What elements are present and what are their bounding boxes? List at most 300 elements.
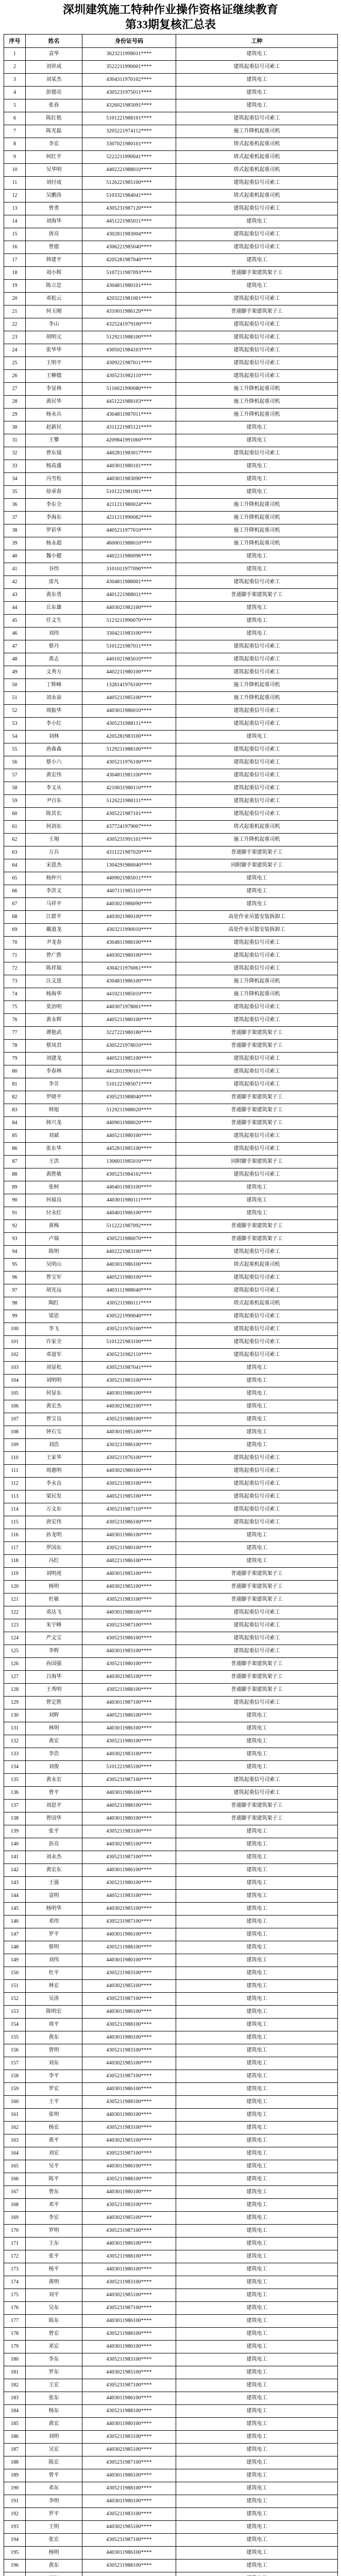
cell-trade: 施工升降机起重司机 xyxy=(176,834,338,846)
cell-name: 吴东 xyxy=(26,2302,82,2315)
cell-id: 4377241979007**** xyxy=(82,821,176,834)
header-id: 身份证号码 xyxy=(82,35,176,48)
table-row xyxy=(4,1761,338,1774)
cell-id: 4211211980024**** xyxy=(82,499,176,512)
cell-no: 87 xyxy=(4,1156,26,1168)
table-row xyxy=(4,1027,338,1040)
cell-name: 邓伟 xyxy=(26,1916,82,1928)
cell-trade: 建筑起重信号司索工 xyxy=(176,1078,338,1091)
cell-name: 莫治明 xyxy=(26,1001,82,1014)
table-row xyxy=(4,1916,338,1928)
cell-trade: 建筑起重信号司索工 xyxy=(176,1168,338,1181)
cell-id: 4305231987100**** xyxy=(82,1774,176,1787)
cell-trade: 建筑起重信号司索工 xyxy=(176,718,338,731)
cell-name: 江群平 xyxy=(26,911,82,924)
cell-trade: 塔式起重机起重司机 xyxy=(176,190,338,202)
table-row xyxy=(4,2405,338,2418)
table-row xyxy=(4,1568,338,1581)
table-row xyxy=(4,1207,338,1220)
cell-id: 4325241979100**** xyxy=(82,318,176,331)
cell-name: 唐森森 xyxy=(26,743,82,756)
table-row xyxy=(4,628,338,640)
cell-no: 48 xyxy=(4,653,26,666)
cell-trade: 建筑起重信号司索工 xyxy=(176,666,338,679)
cell-name: 邓东 xyxy=(26,2482,82,2495)
cell-id: 5123211990070**** xyxy=(82,615,176,628)
cell-no: 73 xyxy=(4,975,26,988)
cell-name: 张平 xyxy=(26,1825,82,1838)
cell-id: 4403011986100**** xyxy=(82,1864,176,1877)
cell-trade: 建筑电工 xyxy=(176,1954,338,1967)
table-row xyxy=(4,512,338,524)
cell-name: 万兵 xyxy=(26,846,82,859)
cell-no: 92 xyxy=(4,1220,26,1233)
cell-trade: 建筑电工 xyxy=(176,1542,338,1555)
cell-id: 4402811983017**** xyxy=(82,447,176,460)
cell-trade: 建筑电工 xyxy=(176,74,338,87)
cell-name: 王东 xyxy=(26,2238,82,2250)
cell-id: 4310011986120**** xyxy=(82,306,176,318)
cell-no: 136 xyxy=(4,1787,26,1800)
table-row xyxy=(4,1993,338,2006)
cell-trade: 建筑起重信号司索工 xyxy=(176,1310,338,1323)
table-row xyxy=(4,1336,338,1349)
cell-name: 刘俊 xyxy=(26,1761,82,1774)
cell-trade: 建筑起重信号司索工 xyxy=(176,202,338,215)
cell-trade: 塔式起重机起重司机 xyxy=(176,1259,338,1272)
cell-id: 4305211983100**** xyxy=(82,2122,176,2134)
cell-no: 144 xyxy=(4,1890,26,1903)
cell-trade: 塔式起重机起重司机 xyxy=(176,164,338,177)
cell-trade: 塔式起重机起重司机 xyxy=(176,821,338,834)
cell-name: 何剑东 xyxy=(26,821,82,834)
cell-trade: 建筑电工 xyxy=(176,2070,338,2083)
cell-no: 98 xyxy=(4,1297,26,1310)
cell-name: 罗平 xyxy=(26,2508,82,2521)
cell-id: 4305211988100**** xyxy=(82,2019,176,2031)
cell-name: 罗彩华 xyxy=(26,524,82,537)
cell-no: 59 xyxy=(4,795,26,808)
cell-name: 韩旭 xyxy=(26,1104,82,1117)
cell-name: 张春 xyxy=(26,99,82,112)
cell-no: 47 xyxy=(4,640,26,653)
table-row xyxy=(4,1735,338,1748)
table-row xyxy=(4,2057,338,2070)
table-row xyxy=(4,1516,338,1529)
cell-name: 李宏 xyxy=(26,2212,82,2225)
cell-trade: 建筑电工 xyxy=(176,2096,338,2109)
cell-trade: 普通脚手架建筑架子工 xyxy=(176,267,338,280)
cell-name: 李春林 xyxy=(26,1065,82,1078)
cell-id: 4405211980100**** xyxy=(82,1014,176,1027)
cell-name: 孙国强 xyxy=(26,1658,82,1671)
cell-name: 杨永兵 xyxy=(26,409,82,421)
cell-id: 4305231987100**** xyxy=(82,2302,176,2315)
cell-trade: 普通脚手架建筑架子工 xyxy=(176,589,338,602)
cell-trade: 建筑电工 xyxy=(176,1722,338,1735)
cell-id: 3205221974112**** xyxy=(82,125,176,138)
cell-name: 黄东勇 xyxy=(26,589,82,602)
cell-id: 4305211980100**** xyxy=(82,1877,176,1890)
table-row xyxy=(4,975,338,988)
cell-id: 4403021986090**** xyxy=(82,898,176,911)
cell-no: 186 xyxy=(4,2431,26,2444)
cell-id: 4305211983100**** xyxy=(82,2044,176,2057)
cell-name: 丁辉峰 xyxy=(26,679,82,692)
cell-trade: 建筑起重信号司索工 xyxy=(176,1516,338,1529)
table-row xyxy=(4,460,338,473)
cell-no: 70 xyxy=(4,937,26,950)
table-row xyxy=(4,1722,338,1735)
cell-no: 64 xyxy=(4,859,26,872)
cell-trade: 建筑起重信号司索工 xyxy=(176,1697,338,1709)
table-row xyxy=(4,1941,338,1954)
cell-no: 18 xyxy=(4,267,26,280)
cell-name: 刘辉 xyxy=(26,1709,82,1722)
cell-id: 4305231982110**** xyxy=(82,1349,176,1362)
cell-id: 4305221987101**** xyxy=(82,808,176,821)
cell-no: 84 xyxy=(4,1117,26,1130)
cell-name: 邓达飞 xyxy=(26,1606,82,1619)
cell-id: 5103321984041**** xyxy=(82,190,176,202)
cell-id: 4305231991101**** xyxy=(82,834,176,846)
cell-name: 林明 xyxy=(26,1722,82,1735)
cell-trade: 建筑电工 xyxy=(176,254,338,267)
cell-name: 刘世成 xyxy=(26,61,82,74)
cell-trade: 建筑电工 xyxy=(176,2019,338,2031)
cell-trade: 建筑起重信号司索工 xyxy=(176,1774,338,1787)
cell-no: 16 xyxy=(4,241,26,254)
cell-name: 吴明山 xyxy=(26,1259,82,1272)
cell-no: 143 xyxy=(4,1877,26,1890)
cell-trade: 普通脚手架建筑架子工 xyxy=(176,1117,338,1130)
cell-id: 4403011980100**** xyxy=(82,1812,176,1825)
cell-no: 31 xyxy=(4,434,26,447)
cell-trade: 施工升降机起重司机 xyxy=(176,975,338,988)
cell-no: 114 xyxy=(4,1503,26,1516)
cell-trade: 建筑起重信号司索工 xyxy=(176,1645,338,1658)
cell-trade: 建筑起重信号司索工 xyxy=(176,962,338,975)
cell-name: 王家华 xyxy=(26,1452,82,1465)
cell-no: 156 xyxy=(4,2044,26,2057)
cell-id: 5129211988100**** xyxy=(82,743,176,756)
cell-name: 杜平 xyxy=(26,1967,82,1980)
cell-id: 4403011986100**** xyxy=(82,2392,176,2405)
cell-no: 174 xyxy=(4,2276,26,2289)
cell-trade: 建筑起重信号司索工 xyxy=(176,61,338,74)
cell-name: 刘海华 xyxy=(26,215,82,228)
cell-no: 90 xyxy=(4,1194,26,1207)
cell-id: 4403011980101**** xyxy=(82,460,176,473)
table-row xyxy=(4,2508,338,2521)
cell-trade: 普通脚手架建筑架子工 xyxy=(176,1104,338,1117)
cell-trade: 建筑电工 xyxy=(176,2469,338,2482)
cell-name: 罗国东 xyxy=(26,1542,82,1555)
table-row xyxy=(4,2302,338,2315)
cell-trade: 普通脚手架建筑架子工 xyxy=(176,1220,338,1233)
table-row xyxy=(4,1233,338,1246)
cell-trade: 普通脚手架建筑架子工 xyxy=(176,1800,338,1812)
cell-name: 钟石宝 xyxy=(26,1426,82,1439)
cell-name: 杨平 xyxy=(26,2263,82,2276)
cell-name: 刘思平 xyxy=(26,1800,82,1812)
cell-id: 4404011986100**** xyxy=(82,1207,176,1220)
cell-name: 吕海华 xyxy=(26,1671,82,1684)
table-row xyxy=(4,1220,338,1233)
cell-trade: 建筑电工 xyxy=(176,1928,338,1941)
cell-name: 刘平 xyxy=(26,2289,82,2302)
cell-no: 138 xyxy=(4,1812,26,1825)
cell-trade xyxy=(176,2572,338,2576)
cell-id: 4305211980100**** xyxy=(82,1735,176,1748)
cell-trade: 建筑电工 xyxy=(176,473,338,486)
cell-name: 李山 xyxy=(26,318,82,331)
cell-trade: 施工升降机起重司机 xyxy=(176,383,338,396)
cell-id: 4305231987100**** xyxy=(82,2225,176,2238)
cell-trade: 塔式起重机起重司机 xyxy=(176,138,338,151)
cell-no: 157 xyxy=(4,2057,26,2070)
table-row xyxy=(4,1864,338,1877)
cell-name: 刘林 xyxy=(26,731,82,743)
cell-no: 80 xyxy=(4,1065,26,1078)
table-row xyxy=(4,2031,338,2044)
cell-name: 何玉刚 xyxy=(26,306,82,318)
cell-id: 3304211983100**** xyxy=(82,628,176,640)
cell-id: 4305231982110**** xyxy=(82,370,176,383)
table-row xyxy=(4,782,338,795)
cell-trade: 建筑电工 xyxy=(176,615,338,628)
cell-id: 5129211988100**** xyxy=(82,331,176,344)
cell-id: 4210031980110**** xyxy=(82,782,176,795)
table-row xyxy=(4,846,338,859)
cell-trade: 建筑电工 xyxy=(176,2289,338,2302)
table-row xyxy=(4,48,338,61)
cell-id: 4403011980100**** xyxy=(82,2109,176,2122)
table-row xyxy=(4,1362,338,1375)
cell-no: 142 xyxy=(4,1864,26,1877)
cell-id: 4305231987100**** xyxy=(82,1851,176,1864)
cell-name: 李浩 xyxy=(26,1748,82,1761)
cell-id: 4302811983004**** xyxy=(82,228,176,241)
cell-name: 黄永宏 xyxy=(26,1774,82,1787)
cell-name: 刘明 xyxy=(26,2431,82,2444)
cell-name: 李显林 xyxy=(26,383,82,396)
cell-id: 4401021985010**** xyxy=(82,653,176,666)
table-row xyxy=(4,2418,338,2431)
cell-name: 杨明 xyxy=(26,2547,82,2560)
cell-trade: 同附脚手架建筑架子工 xyxy=(176,859,338,872)
table-row xyxy=(4,1439,338,1452)
cell-id: 4451221985011**** xyxy=(82,215,176,228)
cell-no: 161 xyxy=(4,2109,26,2122)
cell-no: 82 xyxy=(4,1091,26,1104)
table-row xyxy=(4,2560,338,2572)
cell-trade: 建筑起重信号司索工 xyxy=(176,1246,338,1259)
cell-name: 刘永杰 xyxy=(26,1851,82,1864)
cell-trade: 建筑起重信号司索工 xyxy=(176,705,338,718)
cell-trade: 建筑电工 xyxy=(176,2456,338,2469)
cell-trade: 建筑起重信号司索工 xyxy=(176,1606,338,1619)
cell-name: 周惠明 xyxy=(26,1465,82,1478)
table-row xyxy=(4,1040,338,1053)
cell-id: 4600011988010**** xyxy=(82,537,176,550)
cell-no: 46 xyxy=(4,628,26,640)
cell-id: 4403011986100**** xyxy=(82,1722,176,1735)
cell-trade: 建筑电工 xyxy=(176,1967,338,1980)
cell-id: 4305211988100**** xyxy=(82,2405,176,2418)
cell-name: 刘玮 xyxy=(26,628,82,640)
cell-trade: 建筑起重信号司索工 xyxy=(176,1787,338,1800)
table-row xyxy=(4,2534,338,2547)
cell-trade: 建筑电工 xyxy=(176,1555,338,1568)
table-row xyxy=(4,1838,338,1851)
cell-name: 王明平 xyxy=(26,357,82,370)
cell-trade: 建筑起重信号司索工 xyxy=(176,769,338,782)
cell-name: 曾宝军 xyxy=(26,1272,82,1284)
table-row xyxy=(4,2044,338,2057)
cell-no: 191 xyxy=(4,2495,26,2508)
cell-id: 4403011986100**** xyxy=(82,2238,176,2250)
table-row xyxy=(4,190,338,202)
table-row xyxy=(4,692,338,705)
cell-trade: 建筑电工 xyxy=(176,1748,338,1761)
cell-id: 4305211988100**** xyxy=(82,1941,176,1954)
cell-name: 何显东 xyxy=(26,1387,82,1400)
cell-name: 曾平 xyxy=(26,1787,82,1800)
cell-trade: 建筑电工 xyxy=(176,2444,338,2456)
cell-id: 4404011983100**** xyxy=(82,1181,176,1194)
cell-id: 1306011985010**** xyxy=(82,1156,176,1168)
cell-id: 4209841991060**** xyxy=(82,434,176,447)
table-row xyxy=(4,1413,338,1426)
cell-no: 19 xyxy=(4,280,26,293)
cell-name: 李洪义 xyxy=(26,885,82,898)
cell-name: 张华华 xyxy=(26,344,82,357)
cell-trade: 建筑电工 xyxy=(176,2560,338,2572)
cell-name: 黄宏 xyxy=(26,1735,82,1748)
cell-no: 172 xyxy=(4,2250,26,2263)
cell-id: 4403011985100**** xyxy=(82,1426,176,1439)
cell-id: 4305211976100**** xyxy=(82,1452,176,1465)
cell-trade: 建筑电工 xyxy=(176,460,338,473)
cell-trade: 施工升降机起重司机 xyxy=(176,499,338,512)
cell-id: 5126221980111**** xyxy=(82,795,176,808)
cell-trade: 建筑起重信号司索工 xyxy=(176,447,338,460)
cell-no: 108 xyxy=(4,1426,26,1439)
cell-no: 69 xyxy=(4,924,26,937)
cell-id: 4403021982100**** xyxy=(82,1400,176,1413)
cell-no: 117 xyxy=(4,1542,26,1555)
cell-trade: 建筑起重信号司索工 xyxy=(176,370,338,383)
cell-no: 129 xyxy=(4,1697,26,1709)
cell-trade: 建筑电工 xyxy=(176,2379,338,2392)
cell-no: 58 xyxy=(4,782,26,795)
cell-trade: 建筑起重信号司索工 xyxy=(176,357,338,370)
cell-id: 4305211983100**** xyxy=(82,2508,176,2521)
cell-no: 149 xyxy=(4,1954,26,1967)
cell-no: 78 xyxy=(4,1040,26,1053)
table-row xyxy=(4,2250,338,2263)
cell-name: 罗平 xyxy=(26,1928,82,1941)
cell-id: 4409011988020**** xyxy=(82,1117,176,1130)
cell-no: 132 xyxy=(4,1735,26,1748)
table-row xyxy=(4,1375,338,1387)
cell-id: 4303211986100**** xyxy=(82,1439,176,1452)
cell-trade: 建筑电工 xyxy=(176,2366,338,2379)
cell-name: 王柳德 xyxy=(26,370,82,383)
cell-name: 李宏 xyxy=(26,138,82,151)
cell-trade: 普通脚手架建筑架子工 xyxy=(176,1040,338,1053)
cell-name: 张东 xyxy=(26,2392,82,2405)
cell-trade: 建筑电工 xyxy=(176,2122,338,2134)
table-header xyxy=(4,35,338,48)
cell-no: 101 xyxy=(4,1336,26,1349)
cell-id: 4305211976100**** xyxy=(82,1323,176,1336)
cell-id: 4403021985100**** xyxy=(82,2134,176,2147)
cell-id: 4305211988100**** xyxy=(82,2560,176,2572)
cell-trade: 施工升降机起重司机 xyxy=(176,409,338,421)
cell-no: 14 xyxy=(4,215,26,228)
cell-name: 曾广胜 xyxy=(26,950,82,962)
cell-no: 4 xyxy=(4,87,26,99)
cell-name: 刘永泉 xyxy=(26,692,82,705)
cell-no: 158 xyxy=(4,2070,26,2083)
cell-id: 4311221987020**** xyxy=(82,846,176,859)
cell-name: 刘斌 xyxy=(26,1130,82,1143)
cell-name: 邓道军 xyxy=(26,1349,82,1362)
cell-no: 35 xyxy=(4,486,26,499)
cell-name: 曾平 xyxy=(26,2469,82,2482)
table-row xyxy=(4,228,338,241)
table-row xyxy=(4,1503,338,1516)
table-row xyxy=(4,2431,338,2444)
cell-no: 134 xyxy=(4,1761,26,1774)
cell-name: 黄明 xyxy=(26,2276,82,2289)
table-row xyxy=(4,1053,338,1065)
table-row xyxy=(4,550,338,563)
cell-trade: 建筑起重信号司索工 xyxy=(176,112,338,125)
table-row xyxy=(4,576,338,589)
cell-trade: 建筑起重信号司索工 xyxy=(176,1452,338,1465)
cell-no: 188 xyxy=(4,2456,26,2469)
table-row xyxy=(4,524,338,537)
table-row xyxy=(4,924,338,937)
cell-id: 4405211988100**** xyxy=(82,1800,176,1812)
cell-name: 刘建龙 xyxy=(26,1053,82,1065)
cell-no: 123 xyxy=(4,1619,26,1632)
cell-trade: 建筑起重信号司索工 xyxy=(176,1490,338,1503)
cell-name: 梁思 xyxy=(26,1310,82,1323)
cell-name: 黄民华 xyxy=(26,396,82,409)
cell-trade: 建筑电工 xyxy=(176,731,338,743)
cell-name: 冯雪松 xyxy=(26,473,82,486)
table-row xyxy=(4,988,338,1001)
table-row xyxy=(4,499,338,512)
table-row xyxy=(4,898,338,911)
cell-trade: 建筑起重信号司索工 xyxy=(176,241,338,254)
cell-id: 4403011987100**** xyxy=(82,1697,176,1709)
cell-id: 4305231986100**** xyxy=(82,1516,176,1529)
cell-name: 罗明 xyxy=(26,2225,82,2238)
cell-name: 胡光远 xyxy=(26,1284,82,1297)
cell-name: 罗东 xyxy=(26,2366,82,2379)
cell-no: 24 xyxy=(4,344,26,357)
table-row xyxy=(4,2109,338,2122)
cell-id: 5222211990041**** xyxy=(82,151,176,164)
cell-trade: 建筑起重信号司索工 xyxy=(176,1323,338,1336)
cell-name: 蔡丹 xyxy=(26,640,82,653)
cell-name: 黄志 xyxy=(26,653,82,666)
